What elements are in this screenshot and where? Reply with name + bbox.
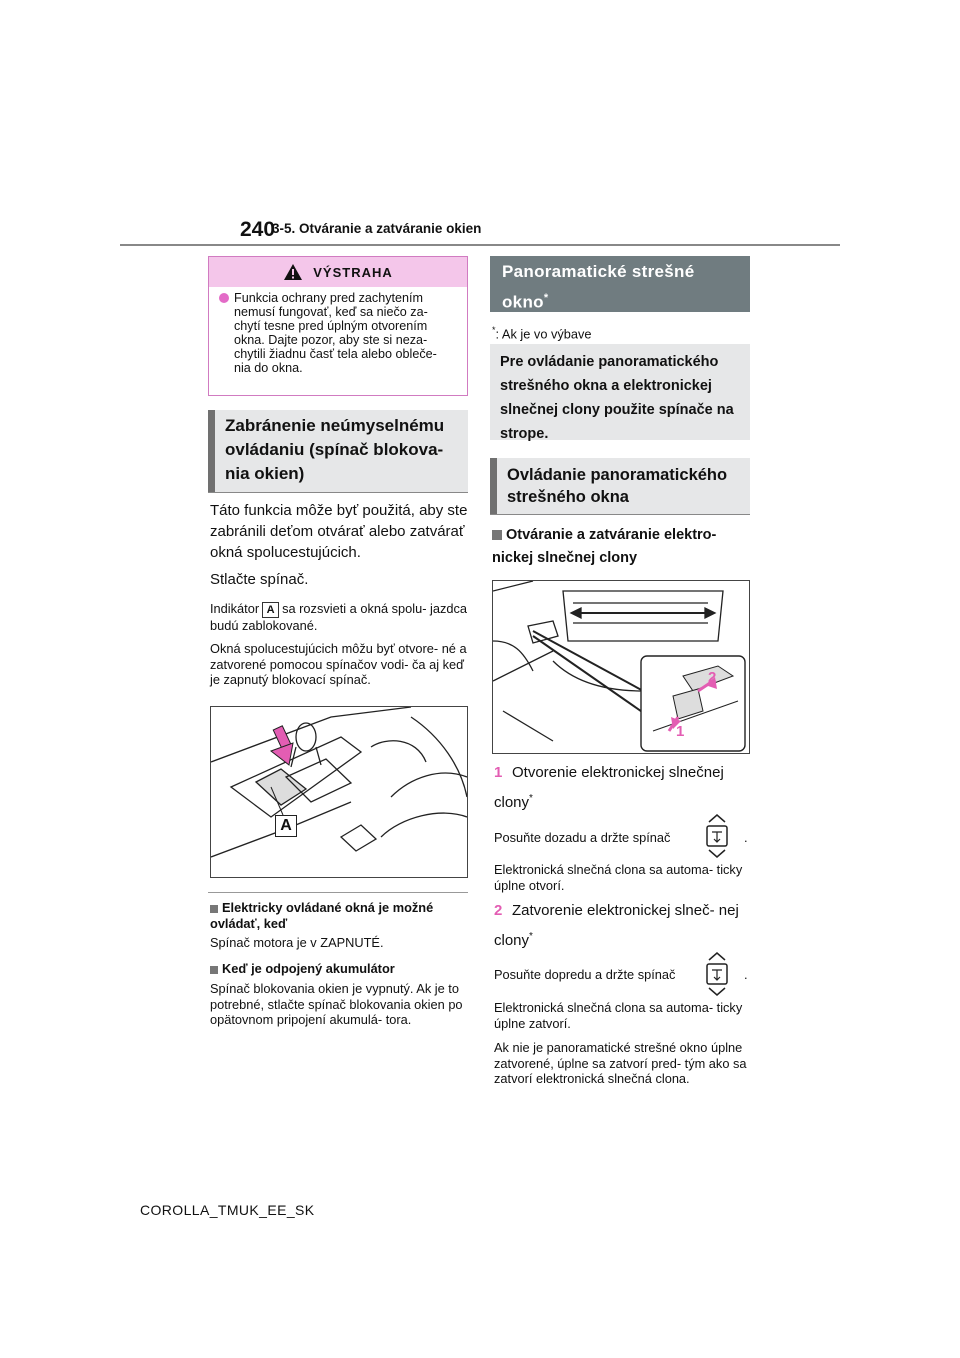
indicator-pre: Indikátor <box>210 601 260 616</box>
warning-item <box>209 287 467 375</box>
subsection-underline <box>490 514 750 515</box>
warning-triangle-icon <box>283 263 303 281</box>
footnote-text: : Ak je vo výbave <box>495 326 592 342</box>
sunshade-heading-text: Otváranie a zatváranie elektro- nickej slnečnej clony <box>492 527 717 566</box>
indicator-key: A <box>262 602 279 618</box>
instruction-text: Stlačte spínač. <box>210 571 309 588</box>
item-2-period: . <box>744 967 748 982</box>
item-2-number: 2 <box>494 902 503 919</box>
subsection-title: Ovládanie panoramatického strešného okna <box>490 458 750 514</box>
item-2 <box>494 898 750 954</box>
document-code: COROLLA_TMUK_EE_SK <box>140 1202 315 1218</box>
illustration-divider <box>208 892 468 893</box>
intro-paragraph: Táto funkcia môže byť použitá, aby ste zabránili deťom otvárať alebo zatvárať okná spolucestujúcich. <box>210 502 468 561</box>
note-paragraph: Okná spolucestujúcich môžu byť otvore- né a zatvorené pomocou spínačov vodi- ča aj keď je zapnutý blokovací spínač. <box>210 641 467 687</box>
square-bullet-icon <box>210 905 218 913</box>
roof-switch-illustration <box>492 580 750 754</box>
bullet-icon <box>219 293 229 303</box>
section-title-panoramic <box>490 256 750 312</box>
header-divider <box>120 244 840 246</box>
item-1-star: * <box>529 793 533 804</box>
item-2-title: Zatvorenie elektronickej slneč- nej clony <box>494 902 739 949</box>
item-1-title: Otvorenie elektronickej slnečnej clony <box>494 764 724 811</box>
section-underline <box>208 492 468 493</box>
item-1-result: Elektronická slnečná clona sa automa- ticky úplne otvorí. <box>494 862 743 893</box>
sub2-heading <box>210 961 468 977</box>
warning-box <box>208 256 468 396</box>
item-2-result: Elektronická slnečná clona sa automa- ticky úplne zatvorí. <box>494 1000 743 1031</box>
section-title-lock-switch <box>208 410 468 492</box>
info-box: Pre ovládanie panoramatického strešného okna a elektronickej slnečnej clony použite spínače na strope. <box>490 344 750 440</box>
page-number: 240 <box>240 218 276 241</box>
sub1-text: Spínač motora je v ZAPNUTÉ. <box>210 935 384 950</box>
callout-2: 2 <box>708 669 717 686</box>
item-1-period: . <box>744 830 748 845</box>
figure-label-a: A <box>275 815 297 837</box>
item-1-number: 1 <box>494 764 503 781</box>
warning-title: VÝSTRAHA <box>313 264 393 280</box>
square-bullet-icon <box>492 530 502 540</box>
roof-switch-icon <box>703 950 731 998</box>
door-panel-drawing <box>211 707 467 877</box>
sub1-title: Elektricky ovládané okná je možné ovládať, keď <box>210 900 434 931</box>
section-title-text: Zabránenie neúmyselnému ovládaniu (spínač blokova- nia okien) <box>225 416 445 483</box>
footnote <box>492 323 592 342</box>
sub2-text: Spínač blokovania okien je vypnutý. Ak je to potrebné, stlačte spínač blokovania okien po opätovnom pripojení akumulá- tora. <box>210 981 463 1027</box>
item-1 <box>494 760 750 816</box>
indicator-paragraph <box>210 601 468 633</box>
warning-header <box>209 257 467 287</box>
sub2-title: Keď je odpojený akumulátor <box>222 961 395 976</box>
square-bullet-icon <box>210 966 218 974</box>
sunshade-heading <box>492 524 750 570</box>
indicator-post: sa rozsvieti a okná spolu- jazdca budú zablokované. <box>210 601 468 633</box>
item-1-action: Posuňte dozadu a držte spínač <box>494 830 671 845</box>
window-lock-illustration <box>210 706 468 878</box>
roof-switch-icon <box>703 812 731 860</box>
panoramic-title: Panoramatické strešné okno <box>502 262 695 312</box>
roof-console-drawing <box>493 581 749 753</box>
callout-1: 1 <box>676 723 685 740</box>
title-footnote-mark: * <box>543 292 549 304</box>
item-2-star: * <box>529 931 533 942</box>
chapter-title: 3-5. Otváranie a zatváranie okien <box>272 221 482 236</box>
warning-text: Funkcia ochrany pred zachytením nemusí fungovať, keď sa niečo za- chytí tesne pred úplným otvorením okna. Dajte pozor, aby ste si neza- chytili žiadnu časť tela alebo obleče- nia do okna. <box>234 291 437 375</box>
item-2-action: Posuňte dopredu a držte spínač <box>494 967 676 982</box>
footnote-mark: * <box>492 325 496 335</box>
item-2-note: Ak nie je panoramatické strešné okno úplne zatvorené, úplne sa zatvorí pred- tým ako sa zatvorí elektronická slnečná clona. <box>494 1040 747 1086</box>
sub1-heading <box>210 900 468 931</box>
